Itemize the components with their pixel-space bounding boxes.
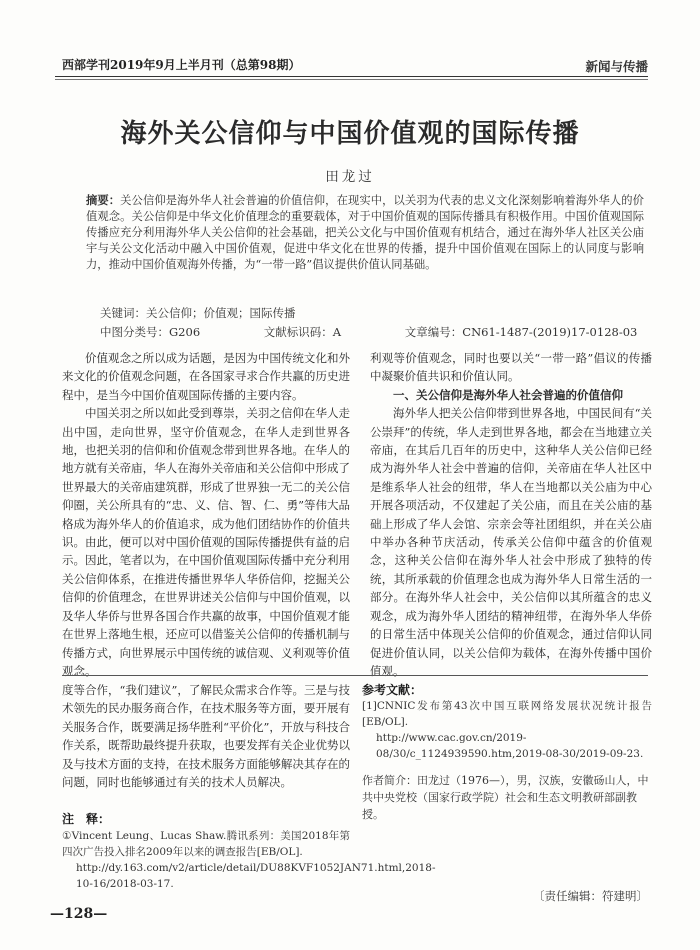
body-left-column xyxy=(62,349,350,680)
note-url: http://dy.163.com/v2/article/detail/DU88KVF1052JAN71.html,2018-10-16/2018-03-17. xyxy=(76,862,436,890)
note-item: ①Vincent Leung、Lucas Shaw.腾讯系列：美国2018年第四次广告投入排名2009年以来的调查报告[EB/OL]. xyxy=(62,830,350,858)
section-heading: 一、关公信仰是海外华人社会普遍的价值信仰 xyxy=(393,387,623,402)
references-block xyxy=(362,681,652,823)
references-heading: 参考文献： xyxy=(362,683,423,697)
keywords: 关键词：关公信仰；价值观；国际传播 xyxy=(100,306,296,320)
author-bio: 作者简介：田龙过（1976—），男，汉族，安徽砀山人，中共中央党校（国家行政学院）社会和生态文明教研部副教授。 xyxy=(362,774,649,821)
document-code: 文献标识码：A xyxy=(263,325,342,339)
body-paragraph: 利观等价值观念，同时也要以关“一带一路”倡议的传播中凝聚价值共识和价值认同。 xyxy=(370,351,652,384)
notes-block xyxy=(62,828,436,892)
bottom-left-text xyxy=(62,681,350,791)
abstract-label: 摘要： xyxy=(86,193,121,207)
body-paragraph: 价值观念之所以成为话题，是因为中国传统文化和外来文化的价值观念问题，在各国家寻求合作共赢的历史进程中，是当今中国价值观国际传播的主要内容。 xyxy=(62,351,350,402)
reference-url: http://www.cac.gov.cn/2019-08/30/c_1124939590.htm,2019-08-30/2019-09-23. xyxy=(376,732,644,760)
abstract xyxy=(86,192,644,273)
article-title: 海外关公信仰与中国价值观的国际传播 xyxy=(120,119,580,149)
article-number: 文章编号：CN61-1487-(2019)17-0128-03 xyxy=(404,325,638,339)
body-paragraph: 度等合作，“我们建议”，了解民众需求合作等。三是与技术领先的民办服务商合作，在技术服务等方面，要开展有关服务合作，既要满足扬华胜利“平价化”，开放与科技合作关系，既帮助最终提升获取，也要发挥有关企业优势以及与技术方面的支持，在技术服务方面能够解决其存在的问题，同时也能够通过有关的技术人员解决。 xyxy=(62,683,350,790)
header-rule-thin xyxy=(55,79,648,80)
journal-header: 西部学刊2019年9月上半月刊（总第98期） xyxy=(62,58,301,72)
article-author: 田龙过 xyxy=(325,169,375,185)
body-right-column xyxy=(370,349,652,680)
responsible-editor: 〔责任编辑：符建明〕 xyxy=(533,889,648,903)
section-header: 新闻与传播 xyxy=(585,59,648,74)
reference-item: [1]CNNIC发布第43次中国互联网络发展状况统计报告[EB/OL]. xyxy=(362,700,652,728)
class-number: 中图分类号：G206 xyxy=(100,325,201,339)
header-rule xyxy=(55,76,648,77)
body-paragraph: 海外华人把关公信仰带到世界各地，中国民间有“关公崇拜”的传统，华人走到世界各地，都会在当地建立关帝庙，在其后几百年的历史中，这种华人关公信仰已经成为海外华人社会中普遍的信仰，关帝庙在华人社区中是维系华人社会的纽带，华人在当地都以关公庙为中心开展各项活动，不仅建起了关公庙，而且在关公庙的基础上形成了华人会馆、宗亲会等社团组织，并在关公庙中举办各种节庆活动，传承关公信仰中蕴含的价值观念，这种关公信仰在海外华人社会中形成了独特的传统，其所承载的价值理念也成为海外华人日常生活的一部分。在海外华人社会中，关公信仰以其所蕴含的忠义观念，成为海外华人团结的精神纽带，在海外华人华侨的日常生活中体现关公信仰的价值观念，通过信仰认同促进价值认同，以关公信仰为载体，在海外传播中国价值观。 xyxy=(370,406,652,678)
notes-heading: 注 释： xyxy=(62,812,111,826)
section-divider xyxy=(62,675,648,676)
classification-row xyxy=(100,324,644,340)
body-paragraph: 中国关羽之所以如此受到尊崇，关羽之信仰在华人走出中国，走向世界，坚守价值观念，在华人走到世界各地，也把关羽的信仰和价值观念带到世界各地。在华人的地方就有关帝庙，华人在海外关帝庙和关公信仰中形成了世界最大的关帝庙建筑群，形成了世界独一无二的关公信仰圈，关公所具有的“忠、义、信、智、仁、勇”等伟大品格成为海外华人的价值追求，成为他们团结协作的价值共识。由此，便可以对中国价值观的国际传播提供有益的启示。因此，笔者以为，在中国价值观国际传播中充分利用关公信仰体系，在推进传播世界华人华侨信仰，挖掘关公信仰的价值理念，在世界讲述关公信仰与中国价值观，以及华人华侨与世界各国合作共赢的故事，中国价值观才能在世界上落地生根，还应可以借鉴关公信仰的传播机制与传播方式，向世界展示中国传统的诚信观、义利观等价值观念。 xyxy=(62,406,350,678)
page-number: —128— xyxy=(50,906,108,922)
abstract-text: 关公信仰是海外华人社会普遍的价值信仰，在现实中，以关羽为代表的忠义文化深刻影响着海外华人的价值观念。关公信仰是中华文化价值理念的重要载体，对于中国价值观的国际传播具有积极作用。中国价值观国际传播应充分利用海外华人关公信仰的社会基础，把关公文化与中国价值观有机结合，通过在海外华人社区关公庙宇与关公文化活动中融入中国价值观，促进中华文化在世界的传播，提升中国价值观在国际上的认同度与影响力，推动中国价值观海外传播，为“一带一路”倡议提供价值认同基础。 xyxy=(86,194,644,271)
